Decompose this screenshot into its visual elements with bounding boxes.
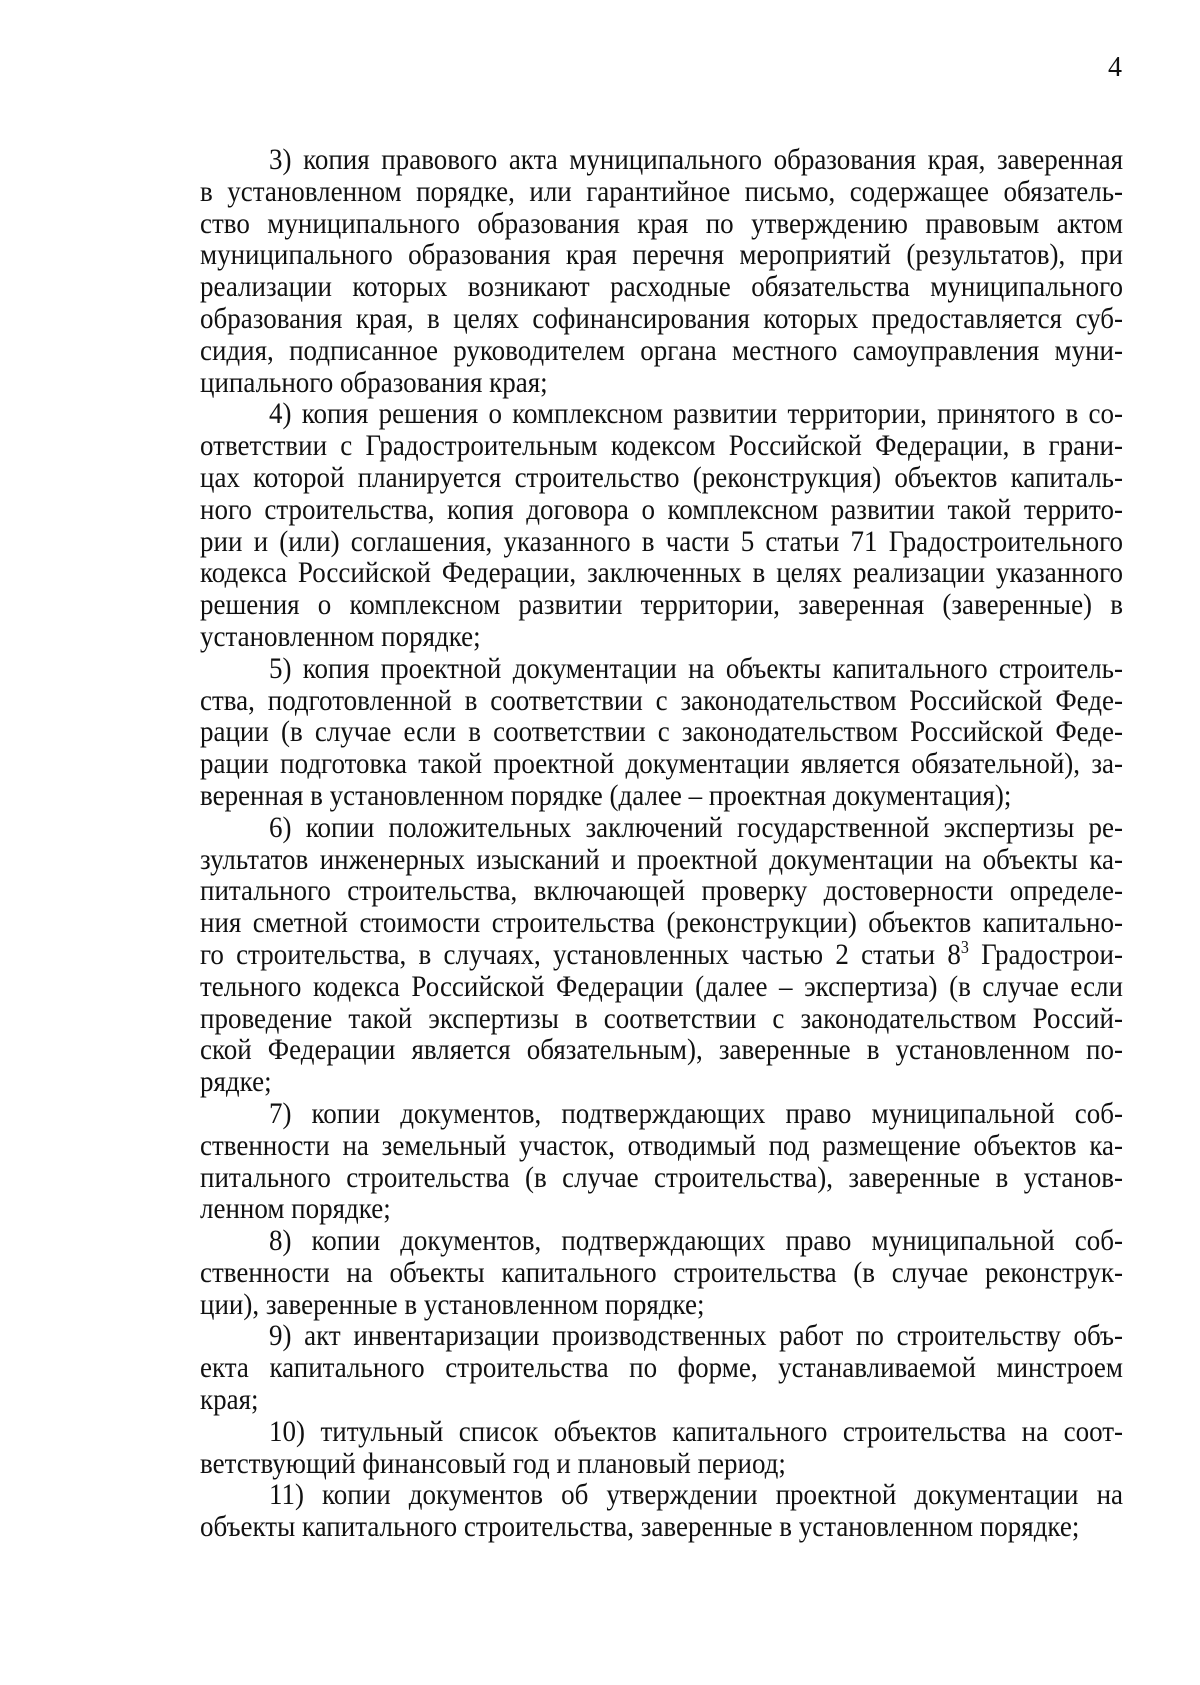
text-line: питального строительства, включающей проверку достоверности определе- <box>200 873 1123 907</box>
text-line: веренная в установленном порядке (далее – проектная документация); <box>200 778 1012 812</box>
text-line: 9) акт инвентаризации производственных работ по строительству объ- <box>269 1318 1123 1352</box>
text-fragment: го строительства, в случаях, установленных частью 2 статьи 8 <box>200 937 961 971</box>
text-line: рядке; <box>200 1064 272 1098</box>
text-line: рации подготовка такой проектной документации является обязательной), за- <box>200 746 1123 780</box>
text-line: ного строительства, копия договора о комплексном развитии такой террито- <box>200 492 1123 526</box>
text-line: края; <box>200 1382 259 1416</box>
text-line: сидия, подписанное руководителем органа местного самоуправления муни- <box>200 333 1123 367</box>
text-line: ства, подготовленной в соответствии с законодательством Российской Феде- <box>200 682 1123 716</box>
text-line: образования края, в целях софинансирования которых предоставляется суб- <box>200 301 1123 335</box>
list-item <box>200 812 1123 1098</box>
text-line: 7) копии документов, подтверждающих право муниципальной соб- <box>269 1096 1123 1130</box>
text-line: реализации которых возникают расходные обязательства муниципального <box>200 269 1123 303</box>
text-line: ской Федерации является обязательным), заверенные в установленном по- <box>200 1032 1123 1066</box>
text-line: ственности на объекты капитального строительства (в случае реконструк- <box>200 1255 1123 1289</box>
text-line: установленном порядке; <box>200 619 481 653</box>
superscript: 3 <box>960 938 969 958</box>
text-line: 6) копии положительных заключений государственной экспертизы ре- <box>269 810 1123 844</box>
text-line: ственности на земельный участок, отводимый под размещение объектов ка- <box>200 1128 1123 1162</box>
text-line: тельного кодекса Российской Федерации (далее – экспертиза) (в случае если <box>200 969 1123 1003</box>
list-item <box>200 1320 1123 1415</box>
text-line: 4) копия решения о комплексном развитии территории, принятого в со- <box>269 396 1123 430</box>
text-line: проведение такой экспертизы в соответствии с законодательством Россий- <box>200 1000 1123 1034</box>
text-line: цах которой планируется строительство (реконструкция) объектов капиталь- <box>200 460 1123 494</box>
list-item <box>200 1479 1123 1543</box>
text-line: ответствии с Градостроительным кодексом Российской Федерации, в грани- <box>200 428 1123 462</box>
list-item <box>200 398 1123 652</box>
text-line: питального строительства (в случае строительства), заверенные в установ- <box>200 1159 1123 1193</box>
document-body <box>200 144 1123 1543</box>
text-line: решения о комплексном развитии территории, заверенная (заверенные) в <box>200 587 1123 621</box>
text-line: ветствующий финансовый год и плановый период; <box>200 1446 786 1480</box>
text-fragment: Градострои- <box>968 937 1123 971</box>
page-number: 4 <box>1108 52 1122 83</box>
text-line: 11) копии документов об утверждении проектной документации на <box>269 1477 1123 1511</box>
list-item <box>200 1225 1123 1320</box>
text-line: объекты капитального строительства, заверенные в установленном порядке; <box>200 1509 1080 1543</box>
text-line: кодекса Российской Федерации, заключенных в целях реализации указанного <box>200 555 1123 589</box>
text-line: екта капитального строительства по форме, устанавливаемой минстроем <box>200 1350 1123 1384</box>
text-line: в установленном порядке, или гарантийное письмо, содержащее обязатель- <box>200 174 1123 208</box>
list-item <box>200 653 1123 812</box>
text-line: ленном порядке; <box>200 1191 391 1225</box>
text-line: ство муниципального образования края по утверждению правовым актом <box>200 206 1123 240</box>
text-line: ции), заверенные в установленном порядке; <box>200 1287 705 1321</box>
text-line: рии и (или) соглашения, указанного в части 5 статьи 71 Градостроительного <box>200 523 1123 557</box>
text-line: 3) копия правового акта муниципального образования края, заверенная <box>269 142 1123 176</box>
text-line: 5) копия проектной документации на объекты капитального строитель- <box>269 651 1123 685</box>
text-line: ципального образования края; <box>200 364 548 398</box>
text-line: зультатов инженерных изысканий и проектной документации на объекты ка- <box>200 841 1123 875</box>
list-item <box>200 1416 1123 1480</box>
list-item <box>200 144 1123 398</box>
text-line: 10) титульный список объектов капитального строительства на соот- <box>269 1414 1123 1448</box>
text-line: 8) копии документов, подтверждающих право муниципальной соб- <box>269 1223 1123 1257</box>
text-line: рации (в случае если в соответствии с законодательством Российской Феде- <box>200 714 1123 748</box>
text-line <box>200 937 1123 972</box>
text-line: муниципального образования края перечня мероприятий (результатов), при <box>200 237 1123 271</box>
text-line: ния сметной стоимости строительства (реконструкции) объектов капитально- <box>200 905 1123 939</box>
list-item <box>200 1098 1123 1225</box>
